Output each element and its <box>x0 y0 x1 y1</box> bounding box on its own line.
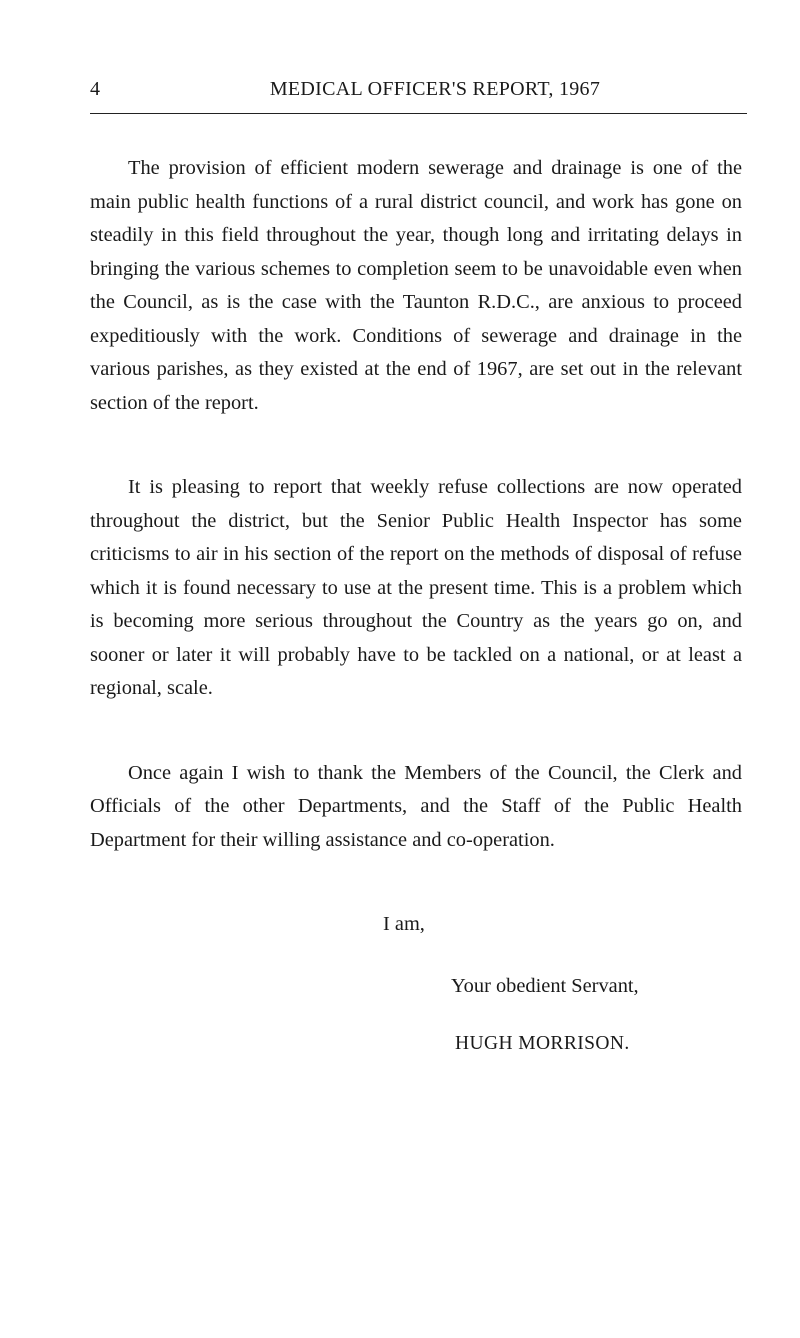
signature: HUGH MORRISON. <box>455 1033 630 1054</box>
running-title: MEDICAL OFFICER'S REPORT, 1967 <box>269 78 601 100</box>
paragraph-sewerage: The provision of efficient modern sewerage and drainage is one of the main public health functions of a rural district council, and work has gone on steadily in this field throughout the year, though long and irritating delays in bringing the various schemes to completion seem to be unavoidable even when the Council, as is the case with the Taunton R.D.C., are anxious to proceed expeditiously with the work. Conditions of sewerage and drainage in the various parishes, as they existed at the end of 1967, are set out in the relevant section of the report. <box>90 157 742 414</box>
paragraph-refuse: It is pleasing to report that weekly refuse collections are now operated throughout the district, but the Senior Public Health Inspector has some criticisms to air in his section of the report on the methods of disposal of refuse which it is found necessary to use at the present time. This is a problem which is becoming more serious throughout the Country as the years go on, and sooner or later it will probably have to be tackled on a national, or at least a regional, scale. <box>90 476 742 699</box>
closing-valediction: Your obedient Servant, <box>451 975 639 997</box>
running-header <box>90 78 740 108</box>
paragraph-thanks: Once again I wish to thank the Members of the Council, the Clerk and Officials of the other Departments, and the Staff of the Public Health Department for their willing assistance and co-operation. <box>90 761 742 851</box>
page-number: 4 <box>90 78 101 100</box>
report-body <box>90 152 742 908</box>
closing-salutation: I am, <box>383 913 425 935</box>
header-rule <box>90 113 747 114</box>
